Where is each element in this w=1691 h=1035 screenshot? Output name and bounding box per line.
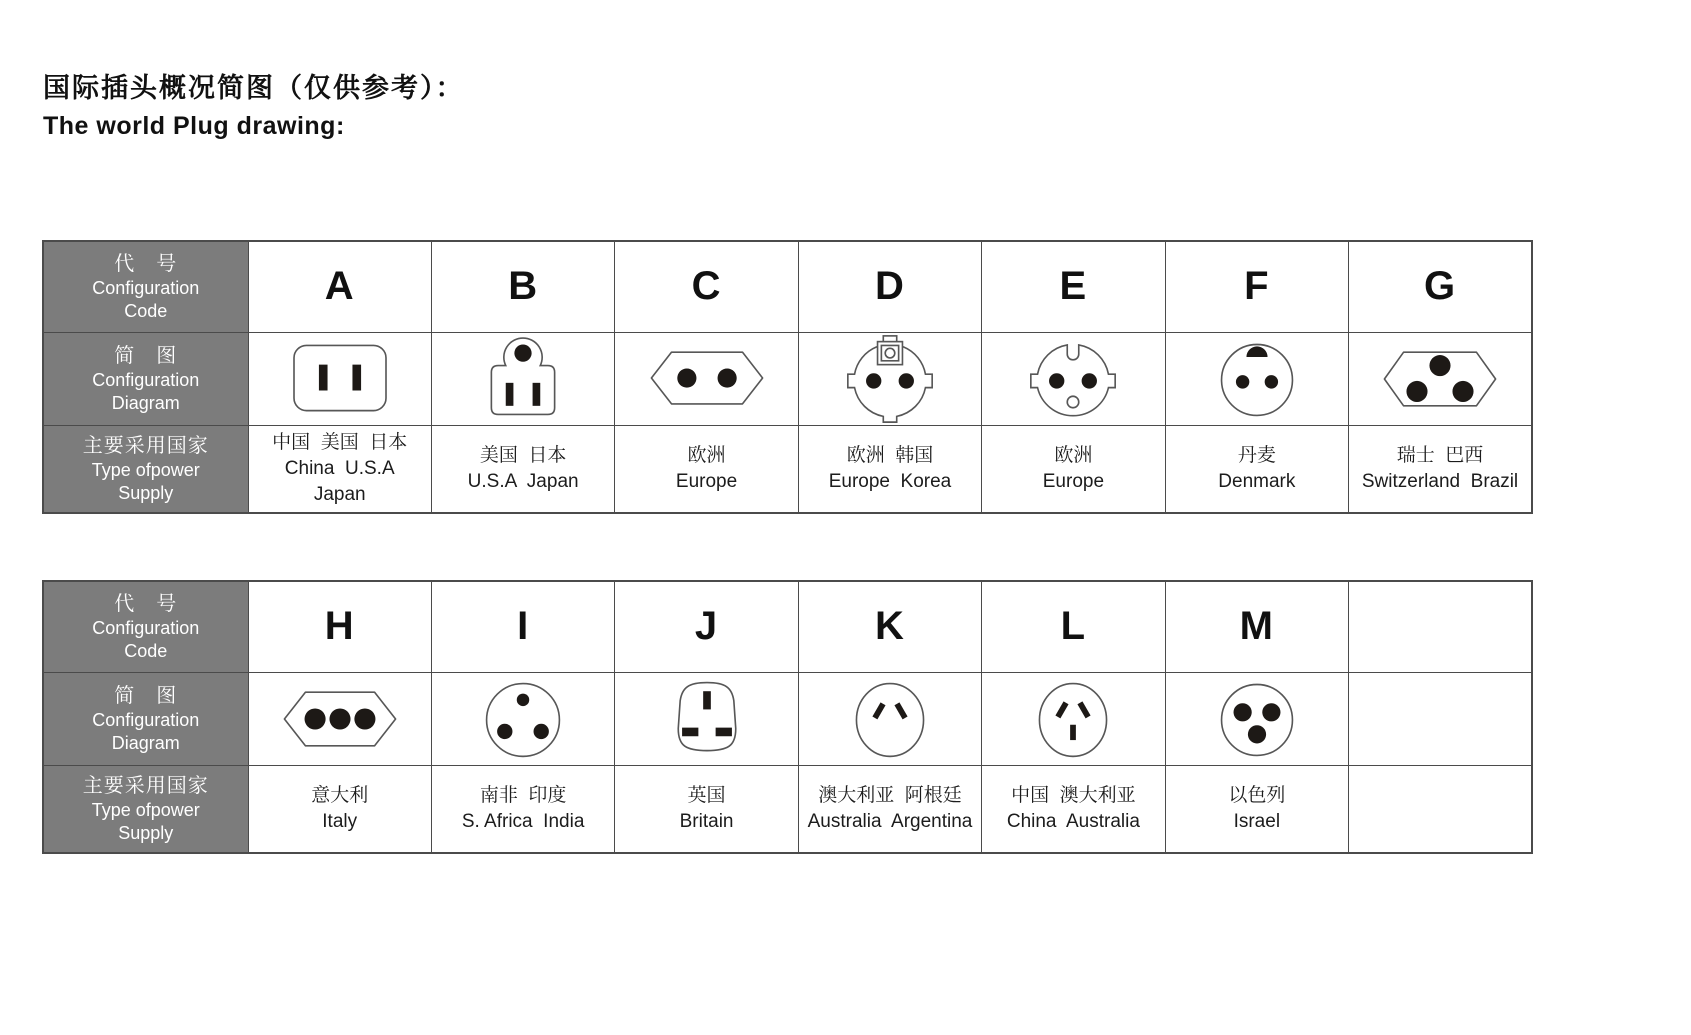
row-header-zh: 简 图 [114,345,178,367]
countries-en: Europe Korea [828,470,952,492]
plug-table-a-g [42,240,1533,514]
countries-en: Italy [322,810,358,832]
countries-zh: 瑞士 巴西 [1396,445,1484,467]
code-cell-a: A [248,241,431,332]
code-cell-e: E [982,241,1165,332]
code-cell-l: L [982,581,1165,672]
row-header-en: Type ofpower [91,460,200,481]
countries-cell-k [798,765,981,853]
countries-en: Britain [679,810,734,832]
countries-zh: 美国 日本 [479,445,567,467]
countries-en: China Australia [1006,810,1140,832]
code-cell-j: J [615,581,798,672]
countries-en: China U.S.A [284,457,395,479]
diagram-cell-m [1165,672,1348,765]
countries-cell-c [615,425,798,513]
row-header-en: Code [124,640,168,661]
plug-table-h-m [42,580,1533,854]
diagram-cell-f [1165,332,1348,425]
diagram-cell-b [431,332,614,425]
row-header-type-of-power-supply [43,765,248,853]
countries-zh: 欧洲 [687,445,726,467]
page-title-zh: 国际插头概况简图（仅供参考）： [43,73,465,103]
countries-cell-e [982,425,1165,513]
french-grounded-plug-icon [1004,333,1142,425]
countries-en: Europe [1042,470,1105,492]
countries-cell-l [982,765,1165,853]
diagram-cell-c [615,332,798,425]
row-header-en: Code [124,300,168,321]
row-header-configuration-code [43,241,248,332]
countries-cell-i [431,765,614,853]
code-cell-h: H [248,581,431,672]
countries-en: Denmark [1218,470,1296,492]
code-cell-b: B [431,241,614,332]
diagram-cell-e [982,332,1165,425]
diagram-cell-h [248,672,431,765]
row-header-configuration-code [43,581,248,672]
row-header-zh: 简 图 [114,685,178,707]
countries-zh: 南非 印度 [479,785,567,807]
row-header-zh: 主要采用国家 [82,435,209,458]
countries-zh: 丹麦 [1237,445,1276,467]
row-header-configuration-diagram [43,332,248,425]
code-cell-empty [1349,581,1532,672]
countries-cell-empty [1349,765,1532,853]
row-header-en: Supply [118,822,174,843]
countries-en: Israel [1233,810,1281,832]
countries-cell-a [248,425,431,513]
row-header-en: Diagram [111,732,180,753]
countries-en: S. Africa India [461,810,585,832]
row-header-en: Configuration [92,370,200,390]
code-cell-m: M [1165,581,1348,672]
row-header-zh: 代 号 [114,593,178,616]
danish-three-pin-plug-icon [1188,333,1326,425]
countries-zh: 欧洲 韩国 [846,445,934,467]
row-header-zh: 代 号 [114,253,178,276]
code-cell-g: G [1349,241,1532,332]
countries-zh: 意大利 [311,785,369,807]
australian-two-slanted-pin-plug-icon [821,673,959,765]
countries-cell-h [248,765,431,853]
south-africa-india-round-plug-icon [454,673,592,765]
row-header-en: Type ofpower [91,800,200,821]
swiss-brazil-three-pin-plug-icon [1371,333,1509,425]
code-cell-i: I [431,581,614,672]
code-cell-f: F [1165,241,1348,332]
countries-en: Europe [675,470,738,492]
europlug-two-round-pin-icon [638,333,776,425]
british-three-rect-pin-plug-icon [638,673,776,765]
code-cell-d: D [798,241,981,332]
diagram-cell-empty [1349,672,1532,765]
countries-zh: 英国 [687,785,726,807]
countries-cell-m [1165,765,1348,853]
page-title-en: The world Plug drawing: [43,112,345,140]
countries-en: Japan [313,483,366,505]
row-header-en: Configuration [92,278,200,299]
countries-en: U.S.A Japan [467,470,579,492]
diagram-cell-a [248,332,431,425]
countries-zh: 中国 澳大利亚 [1011,785,1136,807]
countries-cell-d [798,425,981,513]
countries-cell-f [1165,425,1348,513]
diagram-cell-l [982,672,1165,765]
us-two-flat-pin-plug-icon [271,333,409,425]
countries-cell-g [1349,425,1532,513]
row-header-zh: 主要采用国家 [82,775,209,798]
countries-cell-b [431,425,614,513]
diagram-cell-k [798,672,981,765]
diagram-cell-g [1349,332,1532,425]
row-header-configuration-diagram [43,672,248,765]
row-header-type-of-power-supply [43,425,248,513]
countries-en: Australia Argentina [807,810,973,832]
code-cell-k: K [798,581,981,672]
china-australia-three-pin-plug-icon [1004,673,1142,765]
countries-zh: 澳大利亚 阿根廷 [818,785,962,807]
row-header-en: Configuration [92,710,200,730]
countries-cell-j [615,765,798,853]
diagram-cell-j [615,672,798,765]
countries-zh: 欧洲 [1054,445,1093,467]
countries-zh: 以色列 [1228,785,1286,807]
row-header-en: Supply [118,482,174,503]
code-cell-c: C [615,241,798,332]
diagram-cell-d [798,332,981,425]
page-title-block [43,66,465,141]
schuko-grounded-plug-icon [821,333,959,425]
diagram-cell-i [431,672,614,765]
countries-en: Switzerland Brazil [1361,470,1519,492]
us-three-pin-grounded-plug-icon [454,333,592,425]
italian-three-pin-inline-plug-icon [271,673,409,765]
israeli-three-round-pin-plug-icon [1188,673,1326,765]
countries-zh: 中国 美国 日本 [272,432,408,454]
row-header-en: Diagram [111,392,180,413]
row-header-en: Configuration [92,618,200,639]
